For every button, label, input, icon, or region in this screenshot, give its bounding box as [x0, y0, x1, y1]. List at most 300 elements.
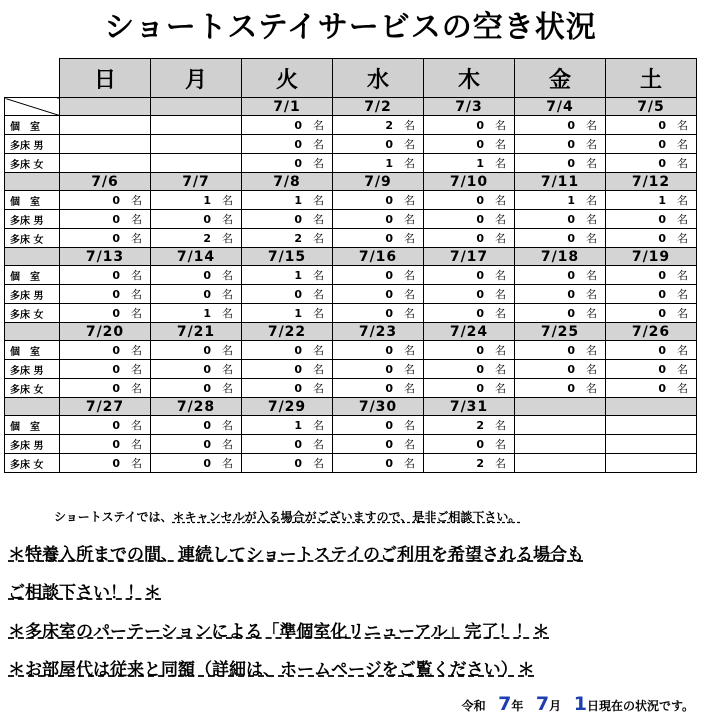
availability-count: 0: [658, 119, 666, 132]
availability-count: 0: [203, 457, 211, 470]
availability-count: 0: [476, 194, 484, 207]
corner-cell: [5, 59, 60, 98]
date-cell: 7/20: [60, 323, 151, 341]
private-room-row: [5, 191, 697, 210]
availability-count: 0: [112, 269, 120, 282]
availability-cell: [60, 341, 151, 360]
availability-count: 0: [203, 363, 211, 376]
unit-label: 名: [495, 119, 506, 132]
availability-cell: [333, 360, 424, 379]
availability-count: 0: [385, 232, 393, 245]
availability-count: 0: [294, 213, 302, 226]
availability-count: 0: [385, 288, 393, 301]
availability-count: 0: [203, 419, 211, 432]
date-cell: [606, 398, 697, 416]
availability-cell: [606, 285, 697, 304]
row-label: 多床 女: [5, 379, 60, 398]
shared-female-row: [5, 454, 697, 473]
availability-cell: [242, 135, 333, 154]
notice-line-3: ＊多床室のパーテーションによる「準個室化リニューアル」完了！！＊: [8, 622, 550, 642]
availability-cell: [606, 229, 697, 248]
unit-label: 名: [586, 213, 597, 226]
date-cell: 7/2: [333, 98, 424, 116]
unit-label: 名: [222, 194, 233, 207]
availability-cell: [151, 416, 242, 435]
unit-label: 名: [404, 232, 415, 245]
date-corner: [5, 248, 60, 266]
availability-cell: [60, 360, 151, 379]
date-cell: 7/9: [333, 173, 424, 191]
availability-count: 0: [385, 213, 393, 226]
availability-count: 0: [385, 344, 393, 357]
date-cell: 7/7: [151, 173, 242, 191]
unit-label: 名: [131, 232, 142, 245]
unit-label: 名: [404, 269, 415, 282]
availability-cell: [60, 304, 151, 323]
date-cell: 7/11: [515, 173, 606, 191]
availability-cell: [333, 116, 424, 135]
notice-line-2: ご相談下さい！！＊: [8, 583, 161, 603]
availability-count: 0: [476, 232, 484, 245]
availability-count: 0: [476, 269, 484, 282]
availability-cell: [606, 191, 697, 210]
availability-cell: [151, 454, 242, 473]
unit-label: 名: [404, 363, 415, 376]
availability-cell: [151, 191, 242, 210]
row-label: 多床 女: [5, 304, 60, 323]
date-corner: [5, 398, 60, 416]
availability-cell: [333, 210, 424, 229]
unit-label: 名: [404, 344, 415, 357]
month-suffix: 月: [549, 699, 562, 713]
availability-cell: [242, 154, 333, 173]
availability-count: 1: [294, 307, 302, 320]
date-cell: 7/19: [606, 248, 697, 266]
weekday-sun: 日: [60, 59, 151, 98]
availability-cell: [333, 304, 424, 323]
unit-label: 名: [313, 157, 324, 170]
date-cell: 7/14: [151, 248, 242, 266]
unit-label: 名: [222, 344, 233, 357]
availability-cell: [333, 266, 424, 285]
unit-label: 名: [313, 213, 324, 226]
unit-label: 名: [495, 194, 506, 207]
row-label: 個 室: [5, 416, 60, 435]
availability-cell: [151, 304, 242, 323]
unit-label: 名: [131, 457, 142, 470]
unit-label: 名: [677, 119, 688, 132]
unit-label: 名: [313, 438, 324, 451]
availability-count: 0: [658, 288, 666, 301]
notice-line-4: ＊お部屋代は従来と同額（詳細は、ホームページをご覧ください）＊: [8, 660, 535, 680]
availability-count: 0: [385, 382, 393, 395]
date-cell: 7/29: [242, 398, 333, 416]
availability-count: 0: [112, 382, 120, 395]
availability-count: 0: [385, 269, 393, 282]
date-cell: [60, 98, 151, 116]
week-date-row: [5, 173, 697, 191]
availability-count: 0: [385, 194, 393, 207]
unit-label: 名: [131, 194, 142, 207]
unit-label: 名: [131, 213, 142, 226]
availability-cell: [60, 135, 151, 154]
availability-count: 0: [112, 213, 120, 226]
availability-cell: [60, 435, 151, 454]
availability-cell: [151, 135, 242, 154]
availability-cell: [333, 229, 424, 248]
unit-label: 名: [677, 157, 688, 170]
availability-cell: [242, 266, 333, 285]
availability-cell: [424, 360, 515, 379]
availability-count: 1: [476, 157, 484, 170]
availability-cell: [151, 341, 242, 360]
unit-label: 名: [495, 344, 506, 357]
availability-count: 0: [567, 363, 575, 376]
unit-label: 名: [313, 363, 324, 376]
unit-label: 名: [131, 307, 142, 320]
unit-label: 名: [222, 232, 233, 245]
availability-count: 0: [658, 363, 666, 376]
week-date-row: [5, 98, 697, 116]
availability-count: 0: [567, 382, 575, 395]
availability-count: 0: [385, 138, 393, 151]
availability-count: 0: [476, 438, 484, 451]
availability-cell: [151, 154, 242, 173]
unit-label: 名: [131, 269, 142, 282]
availability-cell: [242, 416, 333, 435]
availability-cell: [242, 379, 333, 398]
availability-cell: [515, 454, 606, 473]
availability-cell: [515, 116, 606, 135]
unit-label: 名: [677, 138, 688, 151]
availability-cell: [60, 454, 151, 473]
date-cell: 7/4: [515, 98, 606, 116]
private-room-row: [5, 341, 697, 360]
unit-label: 名: [495, 438, 506, 451]
availability-count: 0: [203, 269, 211, 282]
row-label: 多床 男: [5, 435, 60, 454]
unit-label: 名: [495, 288, 506, 301]
unit-label: 名: [222, 269, 233, 282]
availability-cell: [515, 416, 606, 435]
availability-cell: [515, 435, 606, 454]
availability-cell: [333, 135, 424, 154]
unit-label: 名: [677, 382, 688, 395]
availability-count: 0: [658, 157, 666, 170]
availability-count: 0: [567, 307, 575, 320]
availability-count: 0: [203, 438, 211, 451]
unit-label: 名: [313, 269, 324, 282]
availability-cell: [60, 210, 151, 229]
availability-cell: [151, 266, 242, 285]
date-cell: 7/8: [242, 173, 333, 191]
row-label: 個 室: [5, 116, 60, 135]
availability-cell: [333, 435, 424, 454]
availability-count: 1: [567, 194, 575, 207]
unit-label: 名: [404, 213, 415, 226]
availability-count: 0: [567, 269, 575, 282]
year-value: 7: [498, 693, 512, 715]
unit-label: 名: [222, 382, 233, 395]
availability-cell: [424, 341, 515, 360]
availability-cell: [515, 304, 606, 323]
unit-label: 名: [404, 457, 415, 470]
availability-cell: [242, 285, 333, 304]
availability-count: 2: [476, 419, 484, 432]
availability-cell: [424, 135, 515, 154]
row-label: 多床 男: [5, 360, 60, 379]
availability-count: 0: [112, 344, 120, 357]
unit-label: 名: [404, 157, 415, 170]
availability-cell: [424, 210, 515, 229]
availability-cell: [242, 341, 333, 360]
unit-label: 名: [404, 119, 415, 132]
availability-cell: [606, 435, 697, 454]
unit-label: 名: [586, 344, 597, 357]
unit-label: 名: [131, 288, 142, 301]
availability-count: 1: [203, 307, 211, 320]
availability-count: 0: [567, 119, 575, 132]
date-cell: 7/30: [333, 398, 424, 416]
date-cell: 7/1: [242, 98, 333, 116]
availability-count: 1: [294, 194, 302, 207]
availability-count: 0: [658, 213, 666, 226]
availability-cell: [515, 266, 606, 285]
date-cell: 7/5: [606, 98, 697, 116]
availability-count: 0: [294, 288, 302, 301]
availability-cell: [424, 379, 515, 398]
unit-label: 名: [131, 344, 142, 357]
unit-label: 名: [495, 419, 506, 432]
availability-count: 0: [385, 419, 393, 432]
date-cell: 7/24: [424, 323, 515, 341]
unit-label: 名: [586, 157, 597, 170]
availability-count: 0: [567, 138, 575, 151]
date-cell: 7/13: [60, 248, 151, 266]
unit-label: 名: [222, 363, 233, 376]
availability-cell: [60, 154, 151, 173]
availability-count: 2: [203, 232, 211, 245]
availability-count: 0: [112, 194, 120, 207]
availability-cell: [60, 416, 151, 435]
unit-label: 名: [495, 138, 506, 151]
availability-cell: [606, 416, 697, 435]
weekday-thu: 木: [424, 59, 515, 98]
unit-label: 名: [313, 194, 324, 207]
unit-label: 名: [495, 382, 506, 395]
unit-label: 名: [313, 344, 324, 357]
date-cell: 7/26: [606, 323, 697, 341]
unit-label: 名: [222, 307, 233, 320]
shared-female-row: [5, 229, 697, 248]
availability-count: 2: [294, 232, 302, 245]
date-cell: 7/10: [424, 173, 515, 191]
unit-label: 名: [586, 119, 597, 132]
unit-label: 名: [677, 288, 688, 301]
unit-label: 名: [586, 232, 597, 245]
availability-count: 2: [476, 457, 484, 470]
row-label: 多床 男: [5, 210, 60, 229]
availability-cell: [606, 454, 697, 473]
date-cell: 7/25: [515, 323, 606, 341]
availability-cell: [60, 229, 151, 248]
unit-label: 名: [677, 344, 688, 357]
date-cell: 7/31: [424, 398, 515, 416]
unit-label: 名: [586, 288, 597, 301]
availability-count: 0: [567, 157, 575, 170]
availability-cell: [515, 379, 606, 398]
availability-count: 0: [476, 138, 484, 151]
availability-cell: [606, 379, 697, 398]
availability-count: 0: [567, 232, 575, 245]
row-label: 個 室: [5, 191, 60, 210]
unit-label: 名: [313, 457, 324, 470]
availability-count: 1: [203, 194, 211, 207]
date-cell: [151, 98, 242, 116]
weekday-tue: 火: [242, 59, 333, 98]
availability-count: 0: [567, 213, 575, 226]
unit-label: 名: [586, 307, 597, 320]
date-cell: 7/16: [333, 248, 424, 266]
unit-label: 名: [131, 363, 142, 376]
availability-cell: [606, 341, 697, 360]
week-date-row: [5, 248, 697, 266]
unit-label: 名: [495, 307, 506, 320]
availability-count: 0: [476, 288, 484, 301]
shared-male-row: [5, 210, 697, 229]
unit-label: 名: [313, 307, 324, 320]
availability-cell: [515, 135, 606, 154]
unit-label: 名: [495, 213, 506, 226]
unit-label: 名: [586, 363, 597, 376]
availability-cell: [424, 416, 515, 435]
availability-count: 0: [567, 288, 575, 301]
notice-line-1: ＊特養入所までの間、連続してショートステイのご利用を希望される場合も: [8, 545, 584, 565]
date-cell: 7/6: [60, 173, 151, 191]
unit-label: 名: [222, 438, 233, 451]
availability-cell: [151, 379, 242, 398]
unit-label: 名: [404, 438, 415, 451]
availability-cell: [515, 285, 606, 304]
unit-label: 名: [495, 457, 506, 470]
unit-label: 名: [404, 194, 415, 207]
availability-count: 0: [203, 288, 211, 301]
availability-count: 0: [385, 457, 393, 470]
unit-label: 名: [586, 269, 597, 282]
availability-count: 1: [385, 157, 393, 170]
availability-count: 0: [203, 344, 211, 357]
unit-label: 名: [404, 138, 415, 151]
availability-count: 0: [294, 382, 302, 395]
availability-cell: [424, 435, 515, 454]
availability-cell: [242, 210, 333, 229]
date-cell: 7/28: [151, 398, 242, 416]
unit-label: 名: [677, 269, 688, 282]
unit-label: 名: [495, 363, 506, 376]
availability-cell: [60, 191, 151, 210]
footer-tail: 日現在の状況です。: [586, 699, 694, 713]
unit-label: 名: [222, 288, 233, 301]
date-corner: [5, 323, 60, 341]
availability-cell: [424, 454, 515, 473]
availability-cell: [242, 304, 333, 323]
unit-label: 名: [222, 419, 233, 432]
availability-count: 0: [658, 382, 666, 395]
availability-count: 0: [112, 438, 120, 451]
private-room-row: [5, 416, 697, 435]
shared-female-row: [5, 379, 697, 398]
availability-cell: [515, 341, 606, 360]
date-corner: [5, 173, 60, 191]
week-date-row: [5, 323, 697, 341]
availability-count: 0: [385, 438, 393, 451]
shared-female-row: [5, 304, 697, 323]
row-label: 多床 男: [5, 135, 60, 154]
availability-cell: [151, 285, 242, 304]
availability-cell: [151, 229, 242, 248]
weekday-mon: 月: [151, 59, 242, 98]
availability-count: 0: [658, 138, 666, 151]
shared-male-row: [5, 135, 697, 154]
availability-cell: [333, 154, 424, 173]
weekday-fri: 金: [515, 59, 606, 98]
availability-count: 0: [658, 344, 666, 357]
availability-cell: [606, 135, 697, 154]
availability-cell: [333, 379, 424, 398]
row-label: 多床 男: [5, 285, 60, 304]
unit-label: 名: [586, 382, 597, 395]
private-room-row: [5, 116, 697, 135]
availability-count: 0: [476, 382, 484, 395]
availability-cell: [515, 229, 606, 248]
availability-cell: [242, 116, 333, 135]
availability-cell: [515, 360, 606, 379]
cancel-note-underlined: ＊キャンセルが入る場合がございますので、是非ご相談下さい。: [172, 510, 521, 524]
availability-cell: [515, 154, 606, 173]
availability-cell: [333, 191, 424, 210]
availability-cell: [606, 304, 697, 323]
availability-cell: [424, 229, 515, 248]
availability-cell: [242, 360, 333, 379]
row-label: 多床 女: [5, 229, 60, 248]
availability-cell: [606, 266, 697, 285]
availability-count: 0: [112, 363, 120, 376]
status-date: [0, 693, 694, 715]
availability-count: 0: [658, 232, 666, 245]
unit-label: 名: [313, 419, 324, 432]
unit-label: 名: [677, 307, 688, 320]
availability-cell: [606, 360, 697, 379]
unit-label: 名: [313, 288, 324, 301]
day-value: 1: [573, 693, 587, 715]
availability-cell: [606, 116, 697, 135]
unit-label: 名: [586, 138, 597, 151]
availability-cell: [333, 341, 424, 360]
unit-label: 名: [131, 419, 142, 432]
unit-label: 名: [222, 457, 233, 470]
availability-cell: [606, 210, 697, 229]
availability-count: 0: [112, 288, 120, 301]
availability-count: 1: [294, 419, 302, 432]
date-cell: 7/21: [151, 323, 242, 341]
availability-cell: [151, 360, 242, 379]
availability-count: 0: [385, 307, 393, 320]
date-cell: 7/27: [60, 398, 151, 416]
availability-count: 0: [476, 213, 484, 226]
date-cell: 7/15: [242, 248, 333, 266]
availability-cell: [515, 191, 606, 210]
unit-label: 名: [495, 157, 506, 170]
